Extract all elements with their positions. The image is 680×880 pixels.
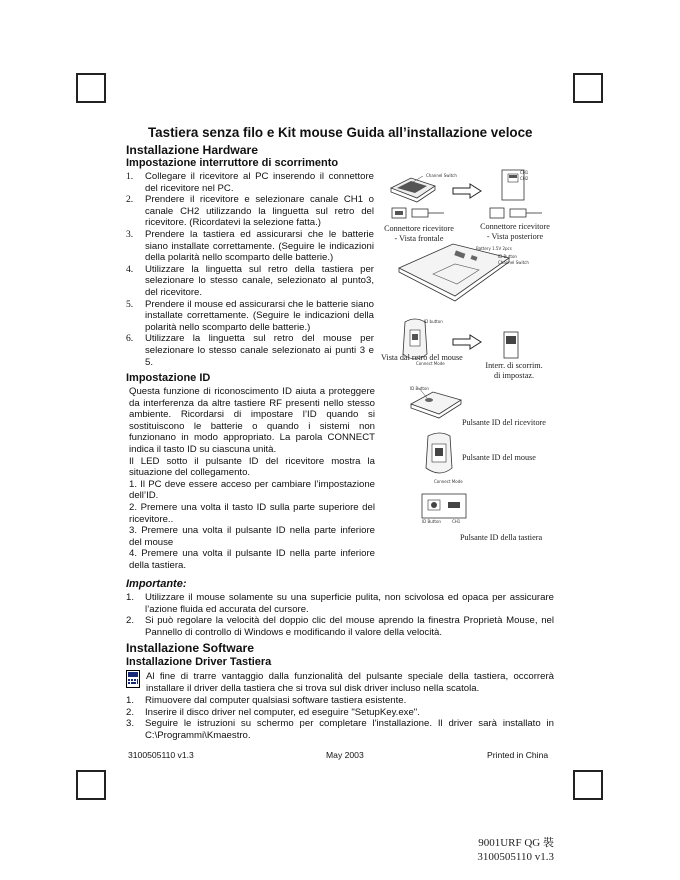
tiny-label bbox=[468, 245, 538, 271]
id-paragraph: 2. Premere una volta il tasto ID sulla parte superiore del ricevitore.. bbox=[129, 501, 375, 525]
software-heading: Installazione Software bbox=[126, 641, 254, 655]
software-steps bbox=[126, 695, 554, 741]
list-item: 1. Rimuovere dal computer qualsiasi software tastiera esistente. bbox=[126, 695, 407, 706]
driver-heading: Installazione Driver Tastiera bbox=[126, 656, 272, 668]
doc-stamp bbox=[462, 836, 554, 864]
svg-text:Battery 1.5V 2pcs: Battery 1.5V 2pcs bbox=[476, 246, 512, 251]
usb-connector-back bbox=[488, 206, 544, 220]
tiny-label bbox=[424, 318, 464, 326]
svg-text:ID Button: ID Button bbox=[498, 254, 517, 259]
caption-id-keyboard: Pulsante ID della tastiera bbox=[460, 533, 543, 542]
mouse-id-illustration bbox=[418, 430, 462, 480]
list-item: 2. Inserire il disco driver nel computer, ed eseguire "SetupKey.exe". bbox=[126, 706, 420, 718]
tiny-label bbox=[434, 478, 474, 486]
list-item: 1. Utilizzare il mouse solamente su una superficie pulita, non scivolosa ed opaca per assicurare l’azione fluida ed accurata del cursore. bbox=[126, 592, 554, 615]
svg-text:ID Button: ID Button bbox=[422, 519, 441, 524]
usb-connector-front bbox=[390, 206, 446, 220]
footer-printed: Printed in China bbox=[487, 750, 549, 760]
caption-mouse-view: Vista dal retro del mouse bbox=[381, 353, 463, 362]
footer-date: May 2003 bbox=[326, 750, 364, 760]
mouse-switch-illustration bbox=[500, 330, 524, 360]
crop-mark-top-left bbox=[76, 73, 106, 103]
switch-heading: Impostazione interruttore di scorrimento bbox=[126, 157, 339, 169]
crop-mark-top-right bbox=[573, 73, 603, 103]
svg-text:Connect Mode: Connect Mode bbox=[434, 479, 463, 484]
caption-receiver-front: Connettore ricevitore - Vista frontale bbox=[384, 224, 454, 243]
tiny-label bbox=[410, 386, 440, 394]
svg-text:Connect Mode: Connect Mode bbox=[416, 361, 445, 366]
caption-id-mouse: Pulsante ID del mouse bbox=[462, 453, 536, 462]
page-title: Tastiera senza filo e Kit mouse Guida all’installazione veloce bbox=[148, 125, 533, 140]
id-paragraph: 1. Il PC deve essere acceso per cambiare l’impostazione dell’ID. bbox=[129, 478, 375, 502]
arrow-icon bbox=[452, 183, 482, 199]
stamp-line-2: 3100505110 v1.3 bbox=[477, 851, 554, 863]
tiny-label bbox=[426, 172, 466, 180]
list-item: 5. Prendere il mouse ed assicurarsi che le batterie siano installate correttamente. (Seguire le indicazioni della polarità nello scomparto delle batterie.) bbox=[126, 298, 374, 333]
list-item: 3. Seguire le istruzioni su schermo per completare l'installazione. Il driver sarà installato in C:\Programmi\Kmaestro. bbox=[126, 718, 554, 741]
tiny-label bbox=[422, 518, 466, 526]
id-section bbox=[129, 386, 375, 572]
important-heading: Importante: bbox=[126, 578, 187, 590]
svg-text:Channel Switch: Channel Switch bbox=[426, 173, 457, 178]
svg-text:Channel Switch: Channel Switch bbox=[498, 260, 529, 265]
caption-id-receiver: Pulsante ID del ricevitore bbox=[462, 418, 546, 427]
list-item: 3. Prendere la tastiera ed assicurarsi che le batterie siano installate correttamente. (Seguire le indicazioni della polarità nello scomparto delle batterie.) bbox=[126, 228, 374, 264]
id-paragraph: 4. Premere una volta il pulsante ID nella parte inferiore della tastiera. bbox=[129, 548, 375, 571]
list-item: 4. Utilizzare la linguetta sul retro della tastiera per selezionare lo stesso canale, selezionato al punto3, del ricevitore. bbox=[126, 263, 374, 298]
hardware-heading: Installazione Hardware bbox=[126, 143, 259, 157]
id-paragraph: 3. Premere una volta il pulsante ID nella parte inferiore del mouse bbox=[129, 525, 375, 548]
important-list bbox=[126, 592, 554, 638]
list-item: 6. Utilizzare la linguetta sul retro del mouse per selezionare lo stesso canale selezionato ai punti 3 e 5. bbox=[126, 333, 374, 368]
svg-text:CH2: CH2 bbox=[520, 176, 529, 181]
svg-text:CH1: CH1 bbox=[452, 519, 461, 524]
id-paragraph: Il LED sotto il pulsante ID del ricevitore mostra la situazione del collegamento. bbox=[129, 455, 375, 479]
stamp-line-1: 9001URF QG 裝 bbox=[478, 837, 554, 849]
driver-intro: Al fine di trarre vantaggio dalla funzionalità del pulsante speciale della tastiera, occorrerà installare il driver della tastiera che si trova sul disk driver incluso nella scatola. bbox=[146, 671, 554, 694]
id-paragraph: Questa funzione di riconoscimento ID aiuta a proteggere da interferenza da altre tastiere RF presenti nello stesso ambiente. Ricordarsi di impostare l’ID quando si sostituiscono le batterie o quando i sistemi non funzionano in modo appropriato. La parola CONNECT indica il tasto ID su ciascuna unità. bbox=[129, 386, 375, 455]
crop-mark-bottom-right bbox=[573, 770, 603, 800]
id-heading: Impostazione ID bbox=[126, 372, 211, 384]
list-item: 2. Si può regolare la velocità del doppio clic del mouse aprendo la finestra Proprietà Mouse, nel Pannello di controllo di Windows e modificando il valore della velocità. bbox=[126, 615, 554, 638]
caption-receiver-back: Connettore ricevitore - Vista posteriore bbox=[480, 222, 550, 241]
caption-switch-setting: Interr. di scorrim. di impostaz. bbox=[485, 361, 543, 380]
arrow-icon bbox=[452, 334, 482, 350]
svg-text:ID button: ID button bbox=[424, 319, 443, 324]
hardware-steps bbox=[126, 171, 374, 368]
keyboard-icon bbox=[126, 670, 140, 688]
svg-text:ID Button: ID Button bbox=[410, 386, 429, 391]
list-item: 2. Prendere il ricevitore e selezionare canale CH1 o canale CH2 utilizzando la linguetta sul retro del ricevitore. (Ricordatevi la selezione fatta.) bbox=[126, 194, 374, 229]
list-item: 1. Collegare il ricevitore al PC inserendo il connettore del ricevitore nel PC. bbox=[126, 171, 374, 194]
crop-mark-bottom-left bbox=[76, 770, 106, 800]
footer-code: 3100505110 v1.3 bbox=[128, 750, 194, 760]
tiny-label bbox=[520, 170, 542, 182]
svg-text:CH1: CH1 bbox=[520, 170, 529, 175]
